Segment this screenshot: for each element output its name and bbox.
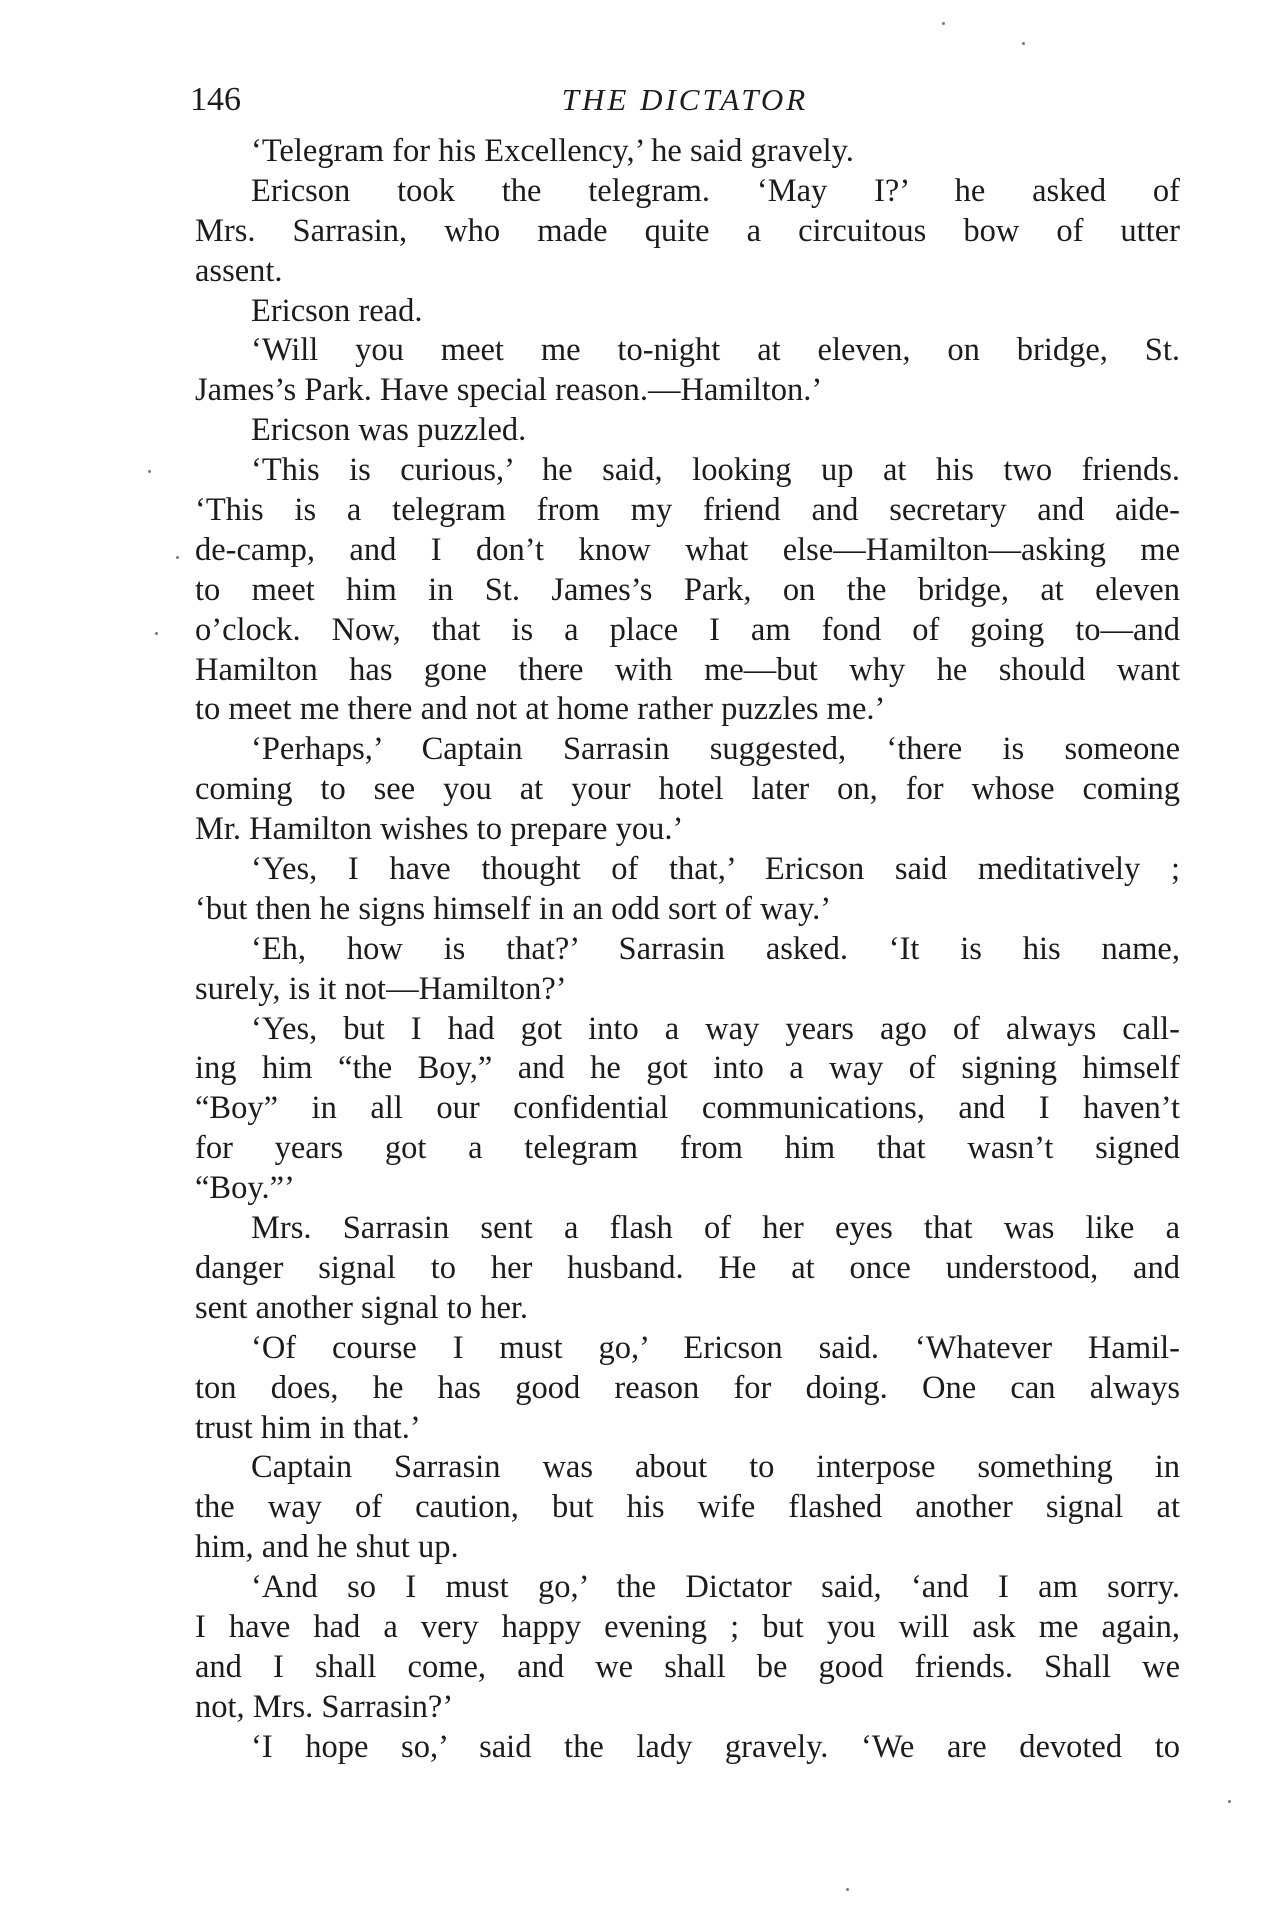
text-line: to meet him in St. James’s Park, on the bridge, at eleven xyxy=(195,571,1180,608)
text-line: ‘Will you meet me to-night at eleven, on bridge, St. xyxy=(251,332,1180,369)
text-line: ‘Yes, I have thought of that,’ Ericson said meditatively ; xyxy=(251,851,1180,888)
page-speck xyxy=(155,632,158,635)
text-line: ‘I hope so,’ said the lady gravely. ‘We are devoted to xyxy=(251,1728,1180,1765)
page-speck xyxy=(1228,1800,1231,1803)
text-line: I have had a very happy evening ; but you will ask me again, xyxy=(195,1608,1180,1645)
page-header xyxy=(190,78,1180,122)
text-line: Ericson took the telegram. ‘May I?’ he asked of xyxy=(251,172,1180,209)
text-line: coming to see you at your hotel later on, for whose coming xyxy=(195,771,1180,808)
text-line: sent another signal to her. xyxy=(195,1289,529,1326)
text-line: Mrs. Sarrasin sent a flash of her eyes that was like a xyxy=(251,1210,1180,1247)
text-line: ing him “the Boy,” and he got into a way of signing himself xyxy=(195,1050,1180,1087)
page-speck xyxy=(846,1888,849,1891)
text-line: Mrs. Sarrasin, who made quite a circuitous bow of utter xyxy=(195,212,1180,249)
text-line: trust him in that.’ xyxy=(195,1409,421,1446)
text-line: surely, is it not—Hamilton?’ xyxy=(195,970,567,1007)
text-line: ‘Perhaps,’ Captain Sarrasin suggested, ‘there is someone xyxy=(251,731,1180,768)
text-line: ‘Telegram for his Excellency,’ he said gravely. xyxy=(251,133,854,169)
text-line: and I shall come, and we shall be good friends. Shall we xyxy=(195,1648,1180,1685)
text-line: “Boy.”’ xyxy=(195,1170,295,1207)
text-line: Captain Sarrasin was about to interpose something in xyxy=(251,1449,1180,1486)
text-line: ‘Yes, but I had got into a way years ago of always call- xyxy=(251,1010,1180,1047)
text-line: ton does, he has good reason for doing. One can always xyxy=(195,1369,1180,1406)
text-line: de-camp, and I don’t know what else—Hamilton—asking me xyxy=(195,531,1180,568)
text-line: ‘This is a telegram from my friend and secretary and aide- xyxy=(195,492,1180,529)
body-text xyxy=(195,132,1180,1768)
text-line: ‘but then he signs himself in an odd sort of way.’ xyxy=(195,890,832,927)
page-speck xyxy=(148,470,151,473)
text-line: “Boy” in all our confidential communications, and I haven’t xyxy=(195,1090,1180,1127)
text-line: the way of caution, but his wife flashed another signal at xyxy=(195,1489,1180,1526)
text-line: for years got a telegram from him that wasn’t signed xyxy=(195,1130,1180,1167)
running-title: THE DICTATOR xyxy=(561,82,809,117)
text-line: ‘This is curious,’ he said, looking up at his two friends. xyxy=(251,452,1180,489)
page-speck xyxy=(942,22,945,25)
text-line: him, and he shut up. xyxy=(195,1529,459,1566)
text-line: Ericson read. xyxy=(251,292,423,329)
text-line: Ericson was puzzled. xyxy=(251,412,527,449)
text-line: assent. xyxy=(195,252,283,289)
text-line: Mr. Hamilton wishes to prepare you.’ xyxy=(195,811,684,848)
text-line: danger signal to her husband. He at once understood, and xyxy=(195,1249,1180,1286)
text-line: ‘Eh, how is that?’ Sarrasin asked. ‘It is his name, xyxy=(251,930,1180,967)
text-line: ‘Of course I must go,’ Ericson said. ‘Whatever Hamil- xyxy=(251,1329,1180,1366)
text-line: ‘And so I must go,’ the Dictator said, ‘and I am sorry. xyxy=(251,1569,1180,1606)
text-line: Hamilton has gone there with me—but why he should want xyxy=(195,651,1180,688)
text-line: o’clock. Now, that is a place I am fond of going to—and xyxy=(195,611,1180,648)
page-speck xyxy=(1022,42,1025,45)
text-line: to meet me there and not at home rather puzzles me.’ xyxy=(195,691,886,728)
page-number: 146 xyxy=(190,81,241,118)
text-line: not, Mrs. Sarrasin?’ xyxy=(195,1688,454,1725)
text-line: James’s Park. Have special reason.—Hamilton.’ xyxy=(195,372,823,409)
page-speck xyxy=(176,556,179,559)
